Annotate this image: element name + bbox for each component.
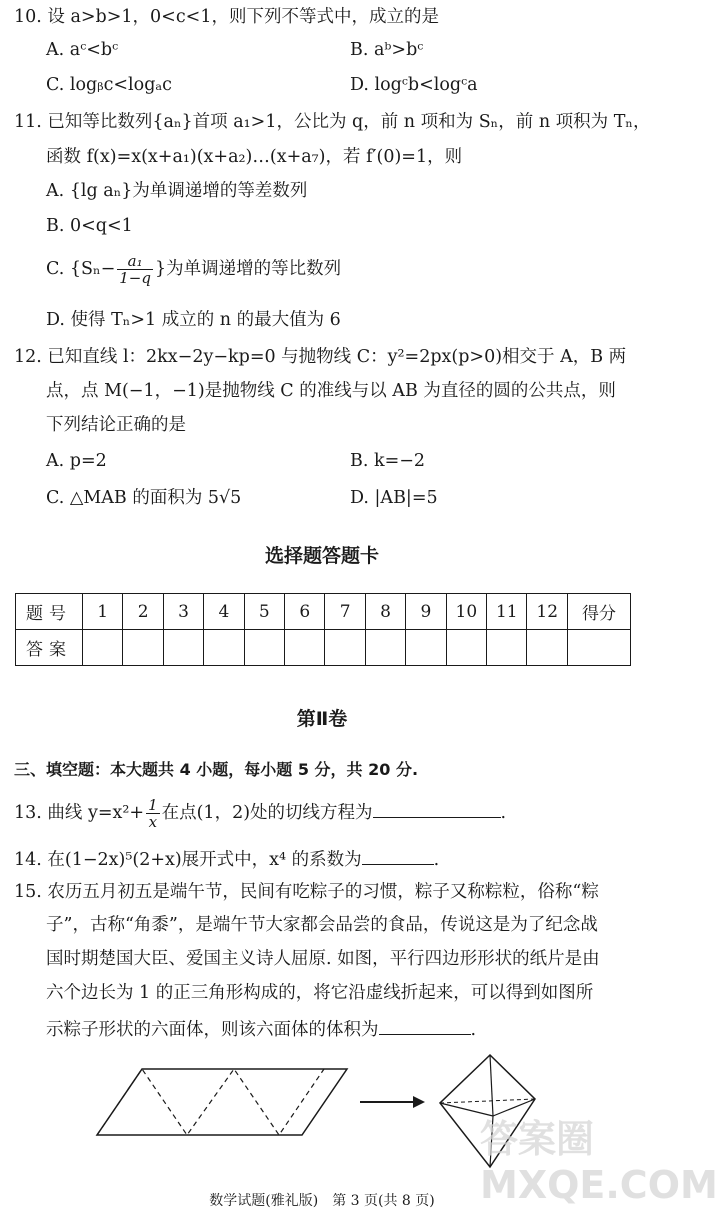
q12-option-a: A. p=2: [46, 451, 107, 471]
q12-stem-line3: 下列结论正确的是: [46, 415, 186, 435]
q13: [14, 797, 506, 830]
fold-lines: [97, 1069, 324, 1135]
q11-option-b: B. 0<q<1: [46, 216, 133, 236]
question-number: 9: [406, 594, 446, 630]
answer-cell[interactable]: [163, 630, 203, 666]
q15-figure: [95, 1055, 515, 1170]
q12-stem-line2: 点，点 M(−1，−1)是抛物线 C 的准线与以 AB 为直径的圆的公共点，则: [46, 381, 616, 401]
question-number: 3: [163, 594, 203, 630]
parallelogram-net: [97, 1069, 347, 1135]
answer-card-title: 选择题答题卡: [264, 545, 379, 567]
q10-stem: 10. 设 a>b>1，0<c<1，则下列不等式中，成立的是: [14, 7, 439, 27]
question-number: 6: [285, 594, 325, 630]
answer-cell[interactable]: [365, 630, 405, 666]
q11-option-c-fraction: [117, 253, 153, 286]
q11-option-d: D. 使得 Tₙ>1 成立的 n 的最大值为 6: [46, 310, 341, 330]
q13-answer-blank[interactable]: [373, 800, 501, 818]
q15-line2: 子”，古称“角黍”，是端午节大家都会品尝的食品，传说这是为了纪念战: [46, 915, 598, 935]
answer-cell[interactable]: [325, 630, 365, 666]
q15-period: .: [470, 1020, 477, 1040]
question-number: 4: [204, 594, 244, 630]
fraction-numerator: 1: [148, 796, 158, 814]
q13-prefix: 13. 曲线 y=x²+: [14, 803, 145, 823]
question-number: 2: [123, 594, 163, 630]
q10-option-c: C. logᵦc<logₐc: [46, 75, 172, 95]
answer-cell[interactable]: [204, 630, 244, 666]
q11-option-c-suffix: }为单调递增的等比数列: [154, 259, 342, 279]
question-number-label: 题号: [16, 594, 83, 630]
q12-option-c: C. △MAB 的面积为 5√5: [46, 488, 242, 508]
q15-line5: [46, 1017, 476, 1041]
page-footer: 数学试题(雅礼版) 第 3 页(共 8 页): [209, 1193, 435, 1209]
arrow-right-icon: [413, 1096, 425, 1108]
answer-cell[interactable]: [527, 630, 568, 666]
answer-card-table: [15, 593, 631, 666]
q11-option-c-prefix: C. {Sₙ−: [46, 259, 116, 279]
score-label: 得分: [568, 594, 631, 630]
q13-period: .: [500, 803, 507, 823]
answer-cell[interactable]: [244, 630, 284, 666]
answer-cell[interactable]: [446, 630, 486, 666]
answer-card-answer-row: [16, 630, 631, 666]
q12-stem-line1: 12. 已知直线 l：2kx−2y−kp=0 与抛物线 C：y²=2px(p>0)相交于 A，B 两: [14, 347, 627, 367]
answer-cell[interactable]: [285, 630, 325, 666]
q10-option-a: A. aᶜ<bᶜ: [46, 40, 119, 60]
answer-cell[interactable]: [123, 630, 163, 666]
q14: [14, 847, 439, 871]
question-number: 12: [527, 594, 568, 630]
q11-stem-line1: 11. 已知等比数列{aₙ}首项 a₁>1，公比为 q，前 n 项和为 Sₙ，前 n 项积为 Tₙ，: [14, 112, 651, 132]
question-number: 11: [487, 594, 527, 630]
q14-answer-blank[interactable]: [362, 847, 434, 865]
question-number: 1: [83, 594, 123, 630]
q15-line3: 国时期楚国大臣、爱国主义诗人屈原. 如图，平行四边形形状的纸片是由: [46, 949, 600, 969]
watermark: 答案圈 MXQE.COM: [480, 1117, 718, 1207]
fraction-numerator: a₁: [117, 253, 153, 270]
answer-cell[interactable]: [83, 630, 123, 666]
q14-period: .: [433, 850, 440, 870]
q11-option-c: [46, 253, 341, 286]
q11-option-a: A. {lg aₙ}为单调递增的等差数列: [46, 181, 308, 201]
q15-answer-blank[interactable]: [379, 1017, 471, 1035]
question-number: 5: [244, 594, 284, 630]
part2-title: 第Ⅱ卷: [296, 708, 348, 730]
answer-card-header-row: [16, 594, 631, 630]
question-number: 7: [325, 594, 365, 630]
q12-option-d: D. |AB|=5: [350, 488, 438, 508]
q14-text: 14. 在(1−2x)⁵(2+x)展开式中，x⁴ 的系数为: [14, 850, 362, 870]
question-number: 10: [446, 594, 486, 630]
q11-stem-line2: 函数 f(x)=x(x+a₁)(x+a₂)…(x+a₇)，若 f′(0)=1，则: [46, 147, 463, 167]
fraction-denominator: 1−q: [119, 269, 151, 287]
q10-option-b: B. aᵇ>bᶜ: [350, 40, 424, 60]
answer-cell[interactable]: [406, 630, 446, 666]
q15-line4: 六个边长为 1 的正三角形构成的，将它沿虚线折起来，可以得到如图所: [46, 983, 594, 1003]
section3-heading: 三、填空题：本大题共 4 小题，每小题 5 分，共 20 分.: [14, 760, 419, 779]
answer-cell[interactable]: [487, 630, 527, 666]
question-number: 8: [365, 594, 405, 630]
q13-suffix: 在点(1，2)处的切线方程为: [161, 803, 373, 823]
q15-line5-text: 示粽子形状的六面体，则该六面体的体积为: [46, 1020, 379, 1040]
fraction-denominator: x: [148, 813, 158, 831]
q12-option-b: B. k=−2: [350, 451, 426, 471]
score-cell[interactable]: [568, 630, 631, 666]
q10-option-d: D. logᶜb<logᶜa: [350, 75, 478, 95]
q13-fraction: [146, 797, 160, 830]
q15-line1: 15. 农历五月初五是端午节，民间有吃粽子的习惯，粽子又称粽粒，俗称“粽: [14, 882, 599, 902]
answer-label: 答案: [16, 630, 83, 666]
